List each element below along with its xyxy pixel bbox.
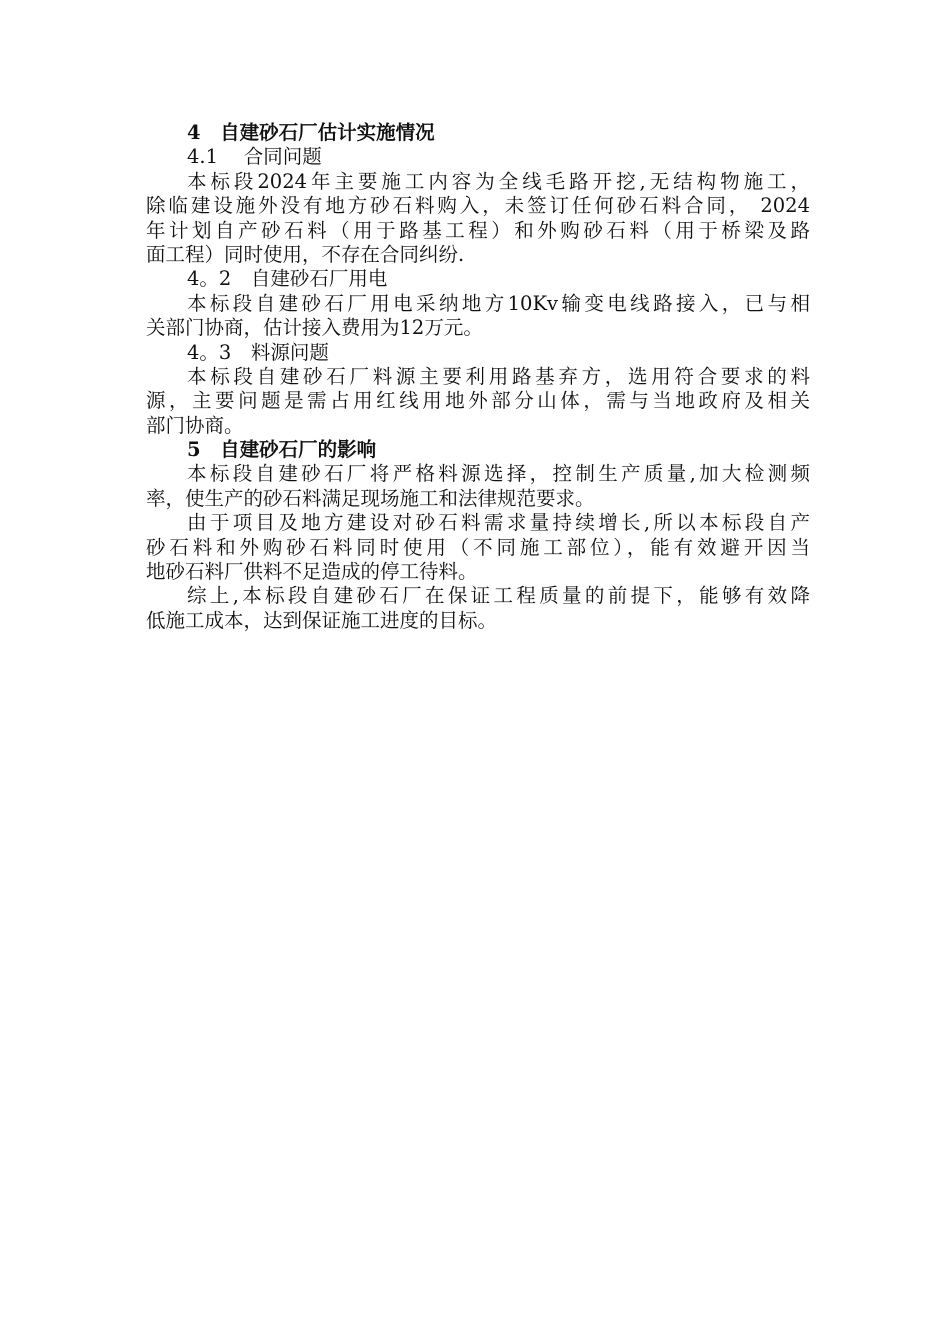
section-4-2-title: 4。2 自建砂石厂用电 <box>187 267 388 291</box>
paragraph-line: 源，主要问题是需占用红线用地外部分山体，需与当地政府及相关 <box>146 389 810 413</box>
paragraph-line: 本标段自建砂石厂用电采纳地方10Kv输变电线路接入，已与相 <box>187 291 810 315</box>
paragraph-line: 低施工成本，达到保证施工进度的目标。 <box>146 608 498 632</box>
paragraph-line: 本标段2024年主要施工内容为全线毛路开挖,无结构物施工， <box>187 169 810 193</box>
section-4-heading: 4 自建砂石厂估计实施情况 <box>187 121 435 144</box>
paragraph-line: 由于项目及地方建设对砂石料需求量持续增长,所以本标段自产 <box>187 511 810 535</box>
paragraph-line: 本标段自建砂石厂将严格料源选择，控制生产质量,加大检测频 <box>187 462 810 486</box>
paragraph-line: 砂石料和外购砂石料同时使用（不同施工部位），能有效避开因当 <box>146 535 810 559</box>
section-4-1-title: 4.1 合同问题 <box>187 145 322 169</box>
section-4-3-title: 4。3 料源问题 <box>187 340 329 364</box>
paragraph-line: 综上,本标段自建砂石厂在保证工程质量的前提下，能够有效降 <box>187 584 810 608</box>
paragraph-line: 除临建设施外没有地方砂石料购入，未签订任何砂石料合同， 2024 <box>146 194 810 218</box>
section-5-heading: 5 自建砂石厂的影响 <box>187 438 377 462</box>
paragraph-line: 本标段自建砂石厂料源主要利用路基弃方，选用符合要求的料 <box>187 364 810 388</box>
paragraph-line: 地砂石料厂供料不足造成的停工待料。 <box>146 560 478 584</box>
paragraph-line: 年计划自产砂石料（用于路基工程）和外购砂石料（用于桥梁及路 <box>146 218 810 242</box>
paragraph-line: 关部门协商，估计接入费用为12万元。 <box>146 316 483 340</box>
paragraph-line: 部门协商。 <box>146 413 244 437</box>
paragraph-line: 率，使生产的砂石料满足现场施工和法律规范要求。 <box>146 486 595 510</box>
document-page <box>146 121 810 633</box>
paragraph-line: 面工程）同时使用，不存在合同纠纷. <box>146 242 465 266</box>
